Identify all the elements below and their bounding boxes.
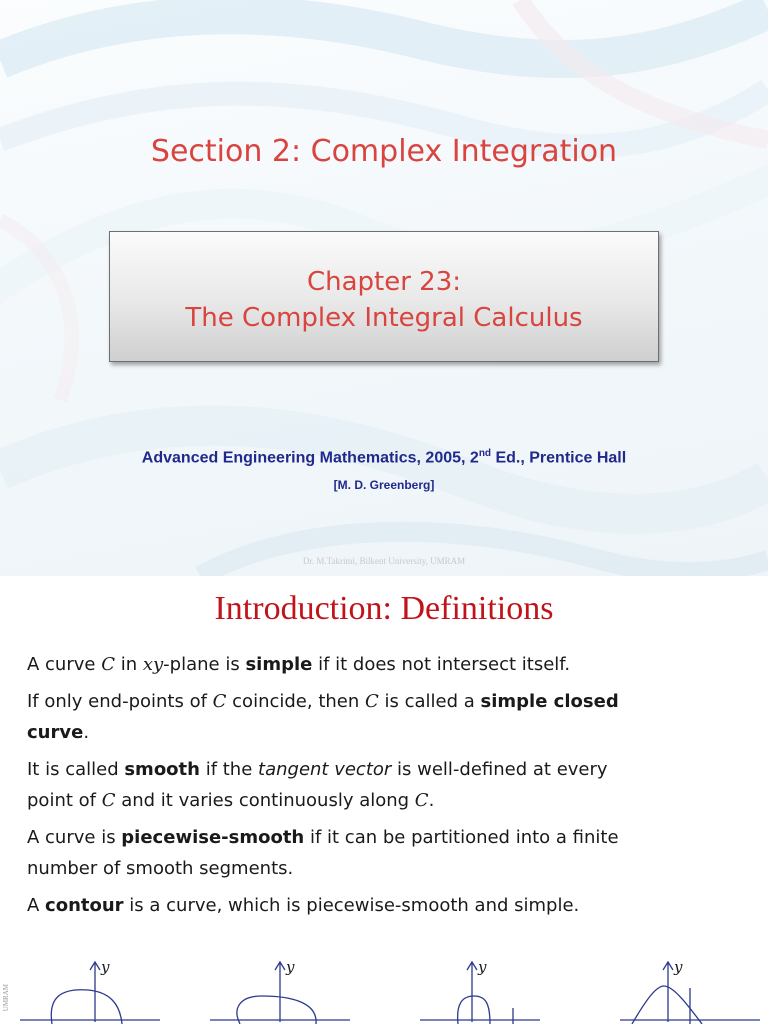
term-tangent-vector: tangent vector bbox=[258, 759, 392, 780]
y-axis-label-3: y bbox=[478, 958, 487, 976]
y-axis-label-1: y bbox=[101, 958, 110, 976]
text-run: A curve bbox=[27, 654, 102, 675]
term-smooth: smooth bbox=[124, 759, 200, 780]
definition-simple-closed bbox=[27, 686, 747, 748]
y-axis-label-4: y bbox=[674, 958, 683, 976]
book-edition-suffix: nd bbox=[478, 448, 492, 459]
chapter-box bbox=[109, 231, 659, 362]
text-run: point of bbox=[27, 790, 102, 811]
definition-contour bbox=[27, 890, 747, 921]
math-variable: C bbox=[365, 691, 379, 712]
text-run: if the bbox=[199, 759, 259, 780]
text-run: coincide, then bbox=[226, 691, 365, 712]
text-run: is well-defined at every bbox=[391, 759, 608, 780]
text-run: is called a bbox=[378, 691, 481, 712]
text-run: A bbox=[27, 895, 46, 916]
text-run: is a curve, which is piecewise-smooth and simple. bbox=[123, 895, 580, 916]
book-reference-main: Advanced Engineering Mathematics, 2005, 2 bbox=[141, 449, 479, 467]
slide-title: Introduction: Definitions bbox=[214, 590, 554, 627]
text-run: number of smooth segments. bbox=[27, 858, 294, 879]
text-run: . bbox=[428, 790, 435, 811]
book-reference-publisher: Ed., Prentice Hall bbox=[491, 449, 627, 467]
term-simple-closed: simple closed bbox=[480, 691, 619, 712]
math-variable: C bbox=[101, 654, 115, 675]
section-title: Section 2: Complex Integration bbox=[150, 134, 618, 169]
slide-footer: Dr. M.Takrimi, Bilkent University, UMRAM bbox=[302, 556, 466, 566]
definitions-slide bbox=[0, 576, 768, 1024]
text-run: in bbox=[114, 654, 143, 675]
y-axis-label-2: y bbox=[286, 958, 295, 976]
term-simple: simple bbox=[245, 654, 313, 675]
curve-examples-figure bbox=[0, 948, 768, 1024]
math-variable: xy bbox=[142, 654, 164, 675]
text-run: and it varies continuously along bbox=[115, 790, 415, 811]
definition-simple bbox=[27, 649, 747, 680]
book-author: [M. D. Greenberg] bbox=[333, 478, 435, 492]
text-run: . bbox=[83, 722, 90, 743]
text-run: if it can be partitioned into a finite bbox=[304, 827, 619, 848]
math-variable: C bbox=[212, 691, 227, 712]
term-contour: contour bbox=[45, 895, 124, 916]
definition-piecewise-smooth bbox=[27, 822, 747, 884]
text-run: A curve is bbox=[27, 827, 122, 848]
text-run: if it does not intersect itself. bbox=[312, 654, 571, 675]
math-variable: C bbox=[414, 790, 429, 811]
text-run: If only end-points of bbox=[27, 691, 213, 712]
curve-4 bbox=[632, 986, 702, 1024]
text-run: It is called bbox=[27, 759, 125, 780]
math-variable: C bbox=[101, 790, 116, 811]
term-piecewise-smooth: piecewise-smooth bbox=[121, 827, 305, 848]
side-watermark: UMRAM bbox=[2, 984, 10, 1012]
chapter-title: The Complex Integral Calculus bbox=[185, 303, 583, 333]
curve-1 bbox=[51, 990, 122, 1024]
chapter-number: Chapter 23: bbox=[306, 267, 462, 297]
term-curve: curve bbox=[27, 722, 84, 743]
text-run: -plane is bbox=[163, 654, 246, 675]
book-reference bbox=[0, 448, 768, 467]
definition-smooth bbox=[27, 754, 747, 816]
